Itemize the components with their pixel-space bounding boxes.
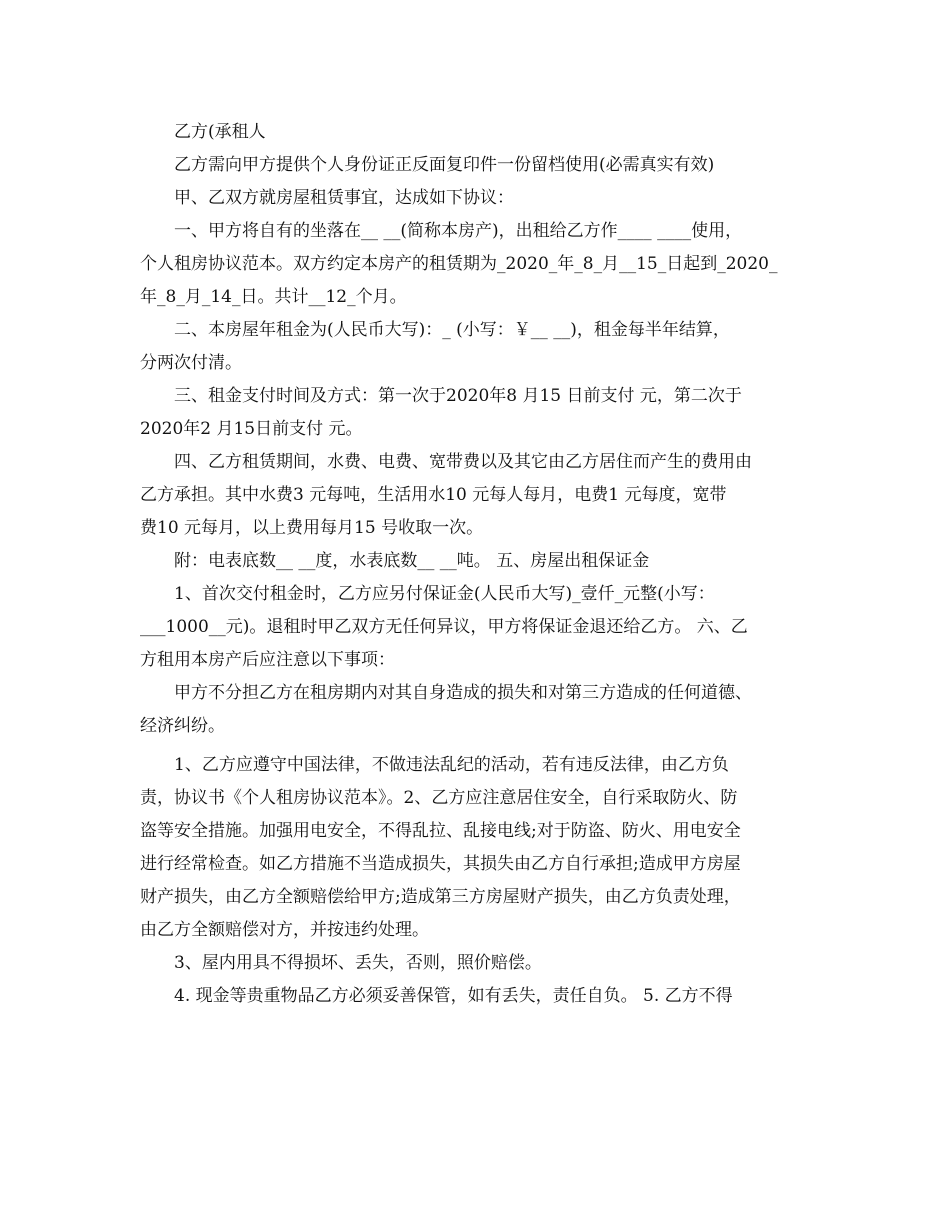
text-line: 二、本房屋年租金为(人民币大写)：_ (小写：￥__ __)，租金每半年结算， bbox=[174, 320, 730, 340]
text-line: 乙方(承租人 bbox=[174, 122, 266, 142]
text-line: 乙方需向甲方提供个人身份证正反面复印件一份留档使用(必需真实有效) bbox=[174, 155, 715, 175]
text-line: 由乙方全额赔偿对方，并按违约处理。 bbox=[140, 920, 429, 940]
document-body bbox=[140, 116, 815, 1013]
text-line: 财产损失，由乙方全额赔偿给甲方;造成第三方房屋财产损失，由乙方负责处理， bbox=[140, 887, 741, 907]
text-line: 个人租房协议范本。双方约定本房产的租赁期为_2020_年_8_月__15_日起到_2020_ bbox=[140, 254, 778, 274]
text-line: 盗等安全措施。加强用电安全，不得乱拉、乱接电线;对于防盗、防火、用电安全 bbox=[140, 821, 741, 841]
text-line: 责，协议书《个人租房协议范本》。2、乙方应注意居住安全，自行采取防火、防 bbox=[140, 788, 738, 808]
text-line: 4. 现金等贵重物品乙方必须妥善保管，如有丢失，责任自负。 5. 乙方不得 bbox=[174, 986, 733, 1006]
text-line: 1、首次交付租金时，乙方应另付保证金(人民币大写)_壹仟_元整(小写： bbox=[174, 584, 715, 604]
text-line: 3、屋内用具不得损坏、丢失，否则，照价赔偿。 bbox=[174, 953, 542, 973]
text-line: 经济纠纷。 bbox=[140, 716, 225, 736]
text-line: 费10 元每月，以上费用每月15 号收取一次。 bbox=[140, 518, 484, 538]
text-line: 四、乙方租赁期间，水费、电费、宽带费以及其它由乙方居住而产生的费用由 bbox=[174, 452, 752, 472]
text-line: 方租用本房产后应注意以下事项： bbox=[140, 650, 395, 670]
text-line: 三、租金支付时间及方式：第一次于2020年8 月15 日前支付 元，第二次于 bbox=[174, 386, 742, 406]
text-line: 年_8_月_14_日。共计__12_个月。 bbox=[140, 287, 407, 307]
text-line: 分两次付清。 bbox=[140, 353, 242, 373]
text-line: 一、甲方将自有的坐落在__ __(简称本房产)，出租给乙方作____ ____使用， bbox=[174, 221, 743, 241]
text-line: 1、乙方应遵守中国法律，不做违法乱纪的活动，若有违反法律，由乙方负 bbox=[174, 755, 729, 775]
text-line: 甲方不分担乙方在租房期内对其自身造成的损失和对第三方造成的任何道德、 bbox=[174, 683, 752, 703]
text-line: ___1000__元)。退租时甲乙双方无任何异议，甲方将保证金退还给乙方。 六、乙 bbox=[140, 617, 748, 637]
text-line: 甲、乙双方就房屋租赁事宜，达成如下协议： bbox=[174, 188, 514, 208]
text-line: 乙方承担。其中水费3 元每吨，生活用水10 元每人每月，电费1 元每度，宽带 bbox=[140, 485, 727, 505]
text-line: 进行经常检查。如乙方措施不当造成损失，其损失由乙方自行承担;造成甲方房屋 bbox=[140, 854, 741, 874]
text-line: 附：电表底数__ __度，水表底数__ __吨。 五、房屋出租保证金 bbox=[174, 551, 650, 571]
text-line: 2020年2 月15日前支付 元。 bbox=[140, 419, 363, 439]
